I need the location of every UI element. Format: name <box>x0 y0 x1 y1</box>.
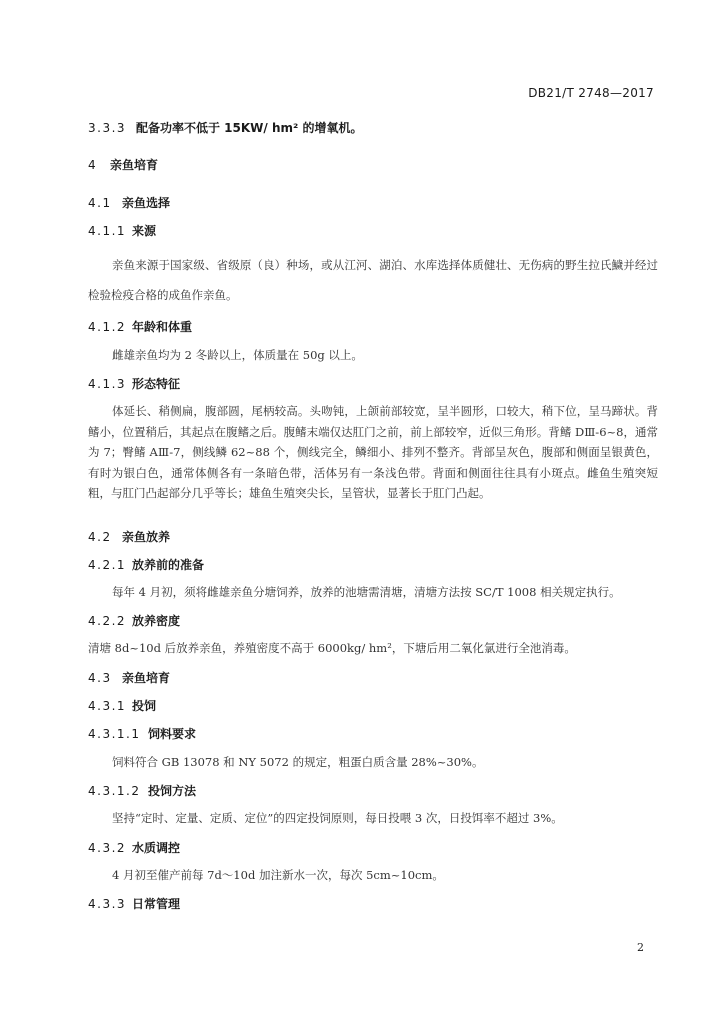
section-heading-4-3-2 <box>88 839 180 856</box>
section-heading-4-2-1 <box>88 556 204 573</box>
paragraph-source: 亲鱼来源于国家级、省级原（良）种场，或从江河、湖泊、水库选择体质健壮、无伤病的野生拉氏鱥并经过检验检疫合格的成鱼作亲鱼。 <box>88 258 658 302</box>
section-title: 年龄和体重 <box>132 320 193 334</box>
section-heading-4 <box>88 156 158 173</box>
section-title: 投饲方法 <box>148 784 197 798</box>
section-number: 4.1.1 <box>88 224 127 238</box>
paragraph-feed-requirements: 饲料符合 GB 13078 和 NY 5072 的规定，粗蛋白质含量 28%~30%。 <box>112 755 484 769</box>
section-title: 形态特征 <box>132 377 181 391</box>
section-title: 日常管理 <box>132 897 181 911</box>
section-title: 饲料要求 <box>148 727 197 741</box>
standard-code: DB21/T 2748—2017 <box>528 86 654 100</box>
paragraph-water-quality: 4 月初至催产前每 7d～10d 加注新水一次，每次 5cm~10cm。 <box>112 868 444 882</box>
section-heading-4-1 <box>88 194 170 211</box>
page-number: 2 <box>637 941 644 954</box>
section-title: 亲鱼培育 <box>122 671 171 685</box>
section-heading-4-2 <box>88 528 170 545</box>
section-heading-3-3-3 <box>88 119 362 136</box>
section-title: 亲鱼放养 <box>122 530 171 544</box>
section-number: 4.2.2 <box>88 614 127 628</box>
paragraph-feeding-method: 坚持“定时、定量、定质、定位”的四定投饲原则，每日投喂 3 次，日投饵率不超过 3%。 <box>112 811 563 825</box>
paragraph-stocking-density: 清塘 8d~10d 后放养亲鱼，养殖密度不高于 6000kg/ hm²，下塘后用二氧化氯进行全池消毒。 <box>88 641 576 655</box>
section-title: 水质调控 <box>132 841 181 855</box>
section-title: 放养前的准备 <box>132 558 205 572</box>
section-heading-4-3-1 <box>88 697 156 714</box>
section-number: 4.3.3 <box>88 897 127 911</box>
section-number: 4.1.2 <box>88 320 127 334</box>
section-heading-4-2-2 <box>88 612 180 629</box>
section-heading-4-3-1-2 <box>88 782 196 799</box>
section-number: 4.3 <box>88 671 112 685</box>
section-number: 4.1.3 <box>88 377 127 391</box>
section-heading-4-3-3 <box>88 895 180 912</box>
section-heading-4-1-2 <box>88 318 192 335</box>
section-heading-4-3 <box>88 669 170 686</box>
section-number: 4.1 <box>88 196 112 210</box>
section-number: 4.2 <box>88 530 112 544</box>
section-number: 3.3.3 <box>88 121 127 135</box>
section-heading-4-3-1-1 <box>88 725 196 742</box>
paragraph-age-weight: 雌雄亲鱼均为 2 冬龄以上，体质量在 50g 以上。 <box>112 348 363 362</box>
section-heading-4-1-1 <box>88 222 156 239</box>
section-number: 4.3.1.2 <box>88 784 141 798</box>
section-title: 放养密度 <box>132 614 181 628</box>
section-title: 来源 <box>132 224 157 238</box>
section-text: 配备功率不低于 15KW/ hm² 的增氧机。 <box>136 121 363 135</box>
section-number: 4.3.1 <box>88 699 127 713</box>
section-number: 4.3.1.1 <box>88 727 141 741</box>
section-heading-4-1-3 <box>88 375 180 392</box>
section-title: 投饲 <box>132 699 157 713</box>
section-number: 4.2.1 <box>88 558 127 572</box>
section-title: 亲鱼选择 <box>122 196 171 210</box>
section-title: 亲鱼培育 <box>110 158 159 172</box>
paragraph-morphology: 体延长、稍侧扁，腹部圆，尾柄较高。头吻钝，上颌前部较宽，呈半圆形，口较大，稍下位，呈马蹄状。背鳍小，位置稍后，其起点在腹鳍之后。腹鳍末端仅达肛门之前，前上部较窄，近似三角形。背鳍 DⅢ-6~8，通常为 7；臀鳍 AⅢ-7，侧线鳞 62~88 个，侧线完全，鳞细小、排列不整齐。背部呈灰色，腹部和侧面呈银黄色，有时为银白色，通常体侧各有一条暗色带，活体另有一条浅色带。背面和侧面往往具有小斑点。雌鱼生殖突短粗，与肛门凸起部分几乎等长；雄鱼生殖突尖长，呈管状，显著长于肛门凸起。 <box>88 404 658 501</box>
section-number: 4 <box>88 158 98 172</box>
section-number: 4.3.2 <box>88 841 127 855</box>
paragraph-preparation: 每年 4 月初，须将雌雄亲鱼分塘饲养，放养的池塘需清塘，清塘方法按 SC/T 1008 相关规定执行。 <box>112 585 621 599</box>
